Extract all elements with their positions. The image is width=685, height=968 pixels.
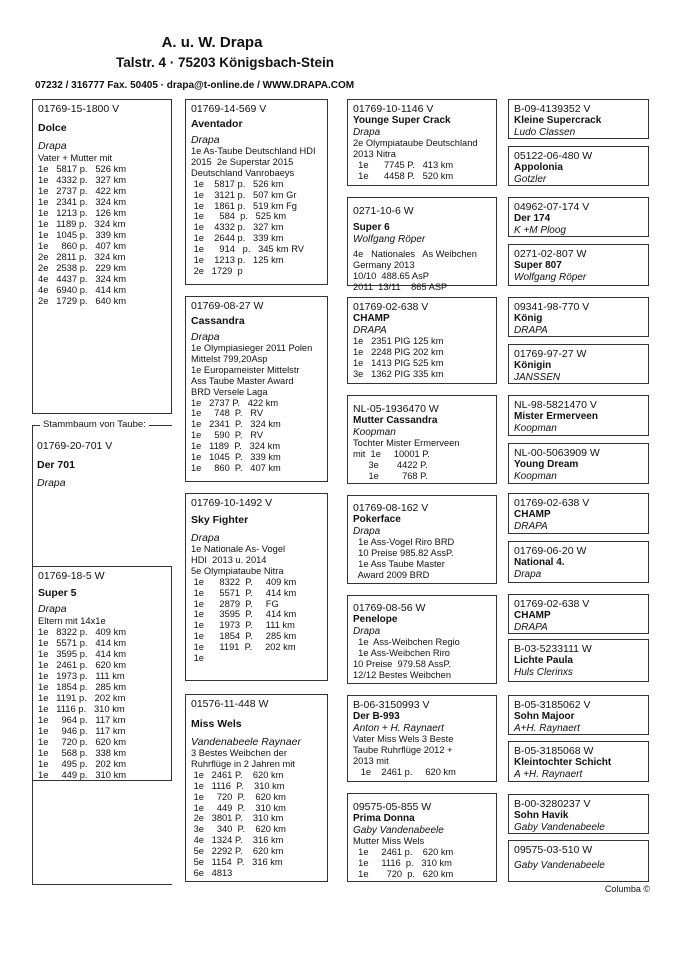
gen3-box-8 — [347, 793, 497, 882]
pigeon-ring-id: B-05-3185062 V — [514, 699, 591, 711]
pigeon-ring-id: 01769-20-701 V — [37, 440, 113, 452]
pigeon-ring-id: 01769-14-569 V — [191, 103, 267, 115]
gen3-box-4 — [347, 395, 497, 484]
pedigree-bracket-bottom — [32, 884, 172, 885]
pigeon-name: Super 6 — [353, 222, 390, 234]
sire-box — [32, 437, 172, 493]
pigeon-name: Kleintochter Schicht — [514, 757, 612, 769]
gen4-box-4 — [508, 244, 649, 286]
pigeon-results: 1e Ass-Weibchen Regio 1e Ass-Weibchen Riro 10 Preise 979.58 AssP. 12/12 Bestes Weibchen — [353, 637, 460, 680]
pigeon-ring-id: 04962-07-174 V — [514, 201, 590, 213]
pigeon-breeder: Wolfgang Röper — [514, 271, 587, 283]
gen4-box-2 — [508, 146, 649, 186]
pigeon-ring-id: 0271-02-807 W — [514, 248, 587, 260]
pigeon-name: Pokerface — [353, 514, 401, 526]
pigeon-breeder: Gotzler — [514, 173, 547, 185]
gen3-box-5 — [347, 495, 497, 584]
pigeon-ring-id: NL-00-5063909 W — [514, 447, 600, 459]
pigeon-results: 1e Ass-Vogel Riro BRD 10 Preise 985.82 AssP. 1e Ass Taube Master Award 2009 BRD — [357, 537, 455, 580]
pigeon-name: Super 807 — [514, 260, 562, 272]
pigeon-breeder: Drapa — [38, 140, 67, 153]
pigeon-name: Königin — [514, 360, 552, 372]
pigeon-breeder: Gaby Vandenabeele — [514, 860, 605, 872]
gen3-box-2 — [347, 197, 497, 292]
pigeon-name: Der 701 — [37, 459, 75, 472]
gen4-box-6 — [508, 344, 649, 384]
pigeon-ring-id: 09575-05-855 W — [353, 801, 432, 813]
pigeon-ring-id: B-03-5233111 W — [514, 643, 592, 655]
pigeon-name: Mister Ermerveen — [514, 411, 598, 423]
pedigree-label: Stammbaum von Taube: — [40, 419, 149, 430]
pigeon-ring-id: B-00-3280237 V — [514, 798, 591, 810]
pigeon-ring-id: B-09-4139352 V — [514, 103, 591, 115]
pigeon-results: 2e Olympiataube Deutschland 2013 Nitra 1e 7745 P. 413 km 1e 4458 P. 520 km — [353, 138, 478, 181]
pigeon-name: Young Dream — [514, 459, 579, 471]
pigeon-name: Aventador — [191, 118, 243, 131]
pigeon-breeder: Drapa — [353, 625, 381, 637]
pigeon-name: Super 5 — [38, 587, 77, 600]
pigeon-ring-id: NL-05-1936470 W — [353, 403, 439, 415]
pigeon-breeder: A+H. Raynaert — [514, 722, 580, 734]
pigeon-name: Dolce — [38, 122, 67, 135]
pigeon-ring-id: 09341-98-770 V — [514, 301, 590, 313]
pigeon-name: Penelope — [353, 614, 398, 626]
pigeon-name: CHAMP — [514, 610, 551, 622]
pigeon-results: 1e As-Taube Deutschland HDI 2015 2e Superstar 2015 Deutschland Vanrobaeys 1e 5817 p. 526 km 1e 3121 p. 507 km Gr 1e 1861 p. 519 km Fg 1e 584 p. 525 km 1e 4332 p. 327 km 1e 2644 p. 339 km 1e 914 p. 345 km RV 1e 1213 p. 125 km 2e 1729 p — [191, 146, 316, 276]
gen4-box-9 — [508, 493, 649, 534]
pigeon-name: Sohn Havik — [514, 810, 569, 822]
gen4-box-14 — [508, 741, 649, 782]
pigeon-breeder: Gaby Vandenabeele — [353, 824, 444, 836]
pigeon-breeder: DRAPA — [353, 324, 387, 336]
pigeon-name: Prima Donna — [353, 813, 415, 825]
pigeon-breeder: Drapa — [191, 532, 220, 545]
pigeon-breeder: Anton + H. Raynaert — [353, 722, 444, 734]
gen2-box-4 — [185, 694, 328, 882]
pigeon-ring-id: 01769-15-1800 V — [38, 103, 120, 115]
dam-box — [32, 566, 172, 781]
pigeon-ring-id: NL-98-5821470 V — [514, 399, 597, 411]
gen2-box-3 — [185, 493, 328, 681]
gen3-box-7 — [347, 695, 497, 782]
gen4-box-10 — [508, 541, 649, 583]
pigeon-ring-id: 01769-18-5 W — [38, 570, 105, 582]
pigeon-breeder: Drapa — [514, 568, 542, 580]
pigeon-breeder: Huls Clerinxs — [514, 666, 573, 678]
pigeon-name: Cassandra — [191, 315, 245, 328]
pigeon-name: National 4. — [514, 557, 565, 569]
gen2-box-2 — [185, 296, 328, 482]
pigeon-breeder: Koopman — [353, 426, 396, 438]
gen4-box-1 — [508, 99, 649, 139]
pigeon-breeder: Koopman — [514, 470, 557, 482]
pigeon-results: 3 Bestes Weibchen der Ruhrflüge in 2 Jahren mit 1e 2461 P. 620 km 1e 1116 P. 310 km 1e 720 P. 620 km 1e 449 P. 310 km 2e 3801 P. 310 km 3e 340 P. 620 km 4e 1324 P. 316 km 5e 2292 P. 620 km 5e 1154 P. 316 km 6e 4813 — [191, 748, 295, 878]
pigeon-ring-id: B-06-3150993 V — [353, 699, 430, 711]
pigeon-results: 1e 2351 PIG 125 km 1e 2248 PIG 202 km 1e 1413 PIG 525 km 3e 1362 PIG 335 km — [353, 336, 444, 379]
pigeon-ring-id: 01769-10-1146 V — [353, 103, 434, 115]
pigeon-name: CHAMP — [353, 313, 390, 325]
pigeon-results: 1e Olympiasieger 2011 Polen Mittelst 799,20Asp 1e Europameister Mittelstr Ass Taube Master Award BRD Versele Laga 1e 2737 P. 422 km 1e 748 P. RV 1e 2341 P. 324 km 1e 590 P. RV 1e 1189 P. 324 km 1e 1045 P. 339 km 1e 860 P. 407 km — [191, 343, 313, 473]
pigeon-name: Sky Fighter — [191, 514, 249, 527]
pigeon-breeder: JANSSEN — [514, 371, 561, 383]
pigeon-results: 4e Nationales As Weibchen Germany 2013 10/10 488.65 AsP 2011 13/11 865 ASP — [353, 249, 477, 292]
pigeon-name: CHAMP — [514, 509, 551, 521]
breeder-name: A. u. W. Drapa — [161, 34, 263, 51]
pigeon-ring-id: 01769-08-27 W — [191, 300, 264, 312]
pigeon-breeder: DRAPA — [514, 621, 548, 633]
gen4-box-8 — [508, 443, 649, 484]
pigeon-breeder: A +H. Raynaert — [514, 768, 583, 780]
pigeon-breeder: DRAPA — [514, 324, 548, 336]
pigeon-ring-id: 01769-02-638 V — [514, 598, 590, 610]
pigeon-name: Kleine Supercrack — [514, 115, 602, 127]
gen4-box-16 — [508, 840, 649, 882]
gen4-box-11 — [508, 594, 649, 634]
pigeon-breeder: Vandenabeele Raynaer — [191, 736, 301, 749]
pigeon-ring-id: 01769-10-1492 V — [191, 497, 273, 509]
pigeon-ring-id: 0271-10-6 W — [353, 205, 414, 217]
pigeon-ring-id: B-05-3185068 W — [514, 745, 594, 757]
pigeon-breeder: DRAPA — [514, 520, 548, 532]
subject-pigeon-box — [32, 99, 172, 414]
breeder-address: Talstr. 4 · 75203 Königsbach-Stein — [115, 55, 335, 70]
pigeon-breeder: Drapa — [353, 126, 381, 138]
pigeon-ring-id: 01769-08-162 V — [353, 502, 429, 514]
gen4-box-3 — [508, 197, 649, 237]
pigeon-name: Miss Wels — [191, 718, 242, 731]
gen3-box-3 — [347, 297, 497, 384]
pigeon-name: Sohn Majoor — [514, 711, 575, 723]
pigeon-ring-id: 01769-97-27 W — [514, 348, 587, 360]
pigeon-ring-id: 01769-02-638 V — [514, 497, 590, 509]
pigeon-results: Vater Miss Wels 3 Beste Taube Ruhrflüge 2012 + 2013 mit 1e 2461 p. 620 km — [353, 734, 456, 777]
gen4-box-7 — [508, 395, 649, 436]
pigeon-results: Tochter Mister Ermerveen mit 1e 10001 P. 3e 4422 P. 1e 768 P. — [353, 438, 460, 481]
pigeon-name: König — [514, 313, 543, 325]
pigeon-name: Der 174 — [514, 213, 551, 225]
gen4-box-15 — [508, 794, 649, 834]
pigeon-breeder: Gaby Vandenabeele — [514, 821, 605, 833]
pigeon-ring-id: 09575-03-510 W — [514, 844, 593, 856]
pigeon-ring-id: 01769-02-638 V — [353, 301, 429, 313]
pigeon-name: Mutter Cassandra — [353, 415, 438, 427]
gen2-box-1 — [185, 99, 328, 285]
pigeon-breeder: Wolfgang Röper — [353, 233, 426, 245]
pigeon-results: Mutter Miss Wels 1e 2461 p. 620 km 1e 1116 p. 310 km 1e 720 p. 620 km — [353, 836, 454, 879]
gen4-box-5 — [508, 297, 649, 337]
pigeon-results: Eltern mit 14x1e 1e 8322 p. 409 km 1e 5571 p. 414 km 1e 3595 p. 414 km 1e 2461 p. 620 km 1e 1973 p. 111 km 1e 1854 p. 285 km 1e 1191 p. 202 km 1e 1116 p. 310 km 1e 964 p. 117 km 1e 946 p. 117 km 1e 720 p. 620 km 1e 568 p. 338 km 1e 495 p. 202 km 1e 449 p. 310 km — [38, 615, 127, 781]
pigeon-results: Vater + Mutter mit 1e 5817 p. 526 km 1e 4332 p. 327 km 1e 2737 p. 422 km 1e 2341 p. 324 km 1e 1213 p. 126 km 1e 1189 p. 324 km 1e 1045 p. 339 km 1e 860 p. 407 km 2e 2811 p. 324 km 2e 2538 p. 229 km 4e 4437 p. 324 km 4e 6940 p. 414 km 2e 1729 p. 640 km — [38, 152, 127, 307]
pigeon-breeder: Drapa — [191, 331, 220, 344]
pigeon-breeder: Ludo Classen — [514, 126, 576, 138]
pigeon-breeder: Drapa — [353, 525, 381, 537]
pigeon-name: Lichte Paula — [514, 655, 573, 667]
pigeon-ring-id: 05122-06-480 W — [514, 150, 593, 162]
pigeon-name: Appolonia — [514, 162, 563, 174]
copyright-note: Columba © — [604, 884, 650, 894]
pigeon-breeder: Drapa — [191, 134, 220, 147]
pigeon-ring-id: 01769-06-20 W — [514, 545, 587, 557]
breeder-contact: 07232 / 316777 Fax. 50405 · drapa@t-online.de / WWW.DRAPA.COM — [35, 80, 355, 91]
pigeon-breeder: Drapa — [37, 477, 66, 490]
pigeon-ring-id: 01769-08-56 W — [353, 602, 426, 614]
gen4-box-13 — [508, 695, 649, 735]
gen3-box-1 — [347, 99, 497, 186]
pigeon-breeder: K +M Ploog — [514, 224, 566, 236]
pigeon-breeder: Koopman — [514, 422, 557, 434]
pigeon-name: Younge Super Crack — [353, 115, 451, 127]
gen3-box-6 — [347, 595, 497, 684]
gen4-box-12 — [508, 639, 649, 682]
pigeon-breeder: Drapa — [38, 603, 67, 616]
pigeon-ring-id: 01576-11-448 W — [191, 698, 269, 710]
pigeon-name: Der B-993 — [353, 711, 400, 723]
pigeon-results: 1e Nationale As- Vogel HDI 2013 u. 2014 5e Olympiataube Nitra 1e 8322 P. 409 km 1e 5571 P. 414 km 1e 2879 P. FG 1e 3595 P. 414 km 1e 1973 P. 111 km 1e 1854 P. 285 km 1e 1191 P. 202 km 1e — [191, 544, 297, 663]
